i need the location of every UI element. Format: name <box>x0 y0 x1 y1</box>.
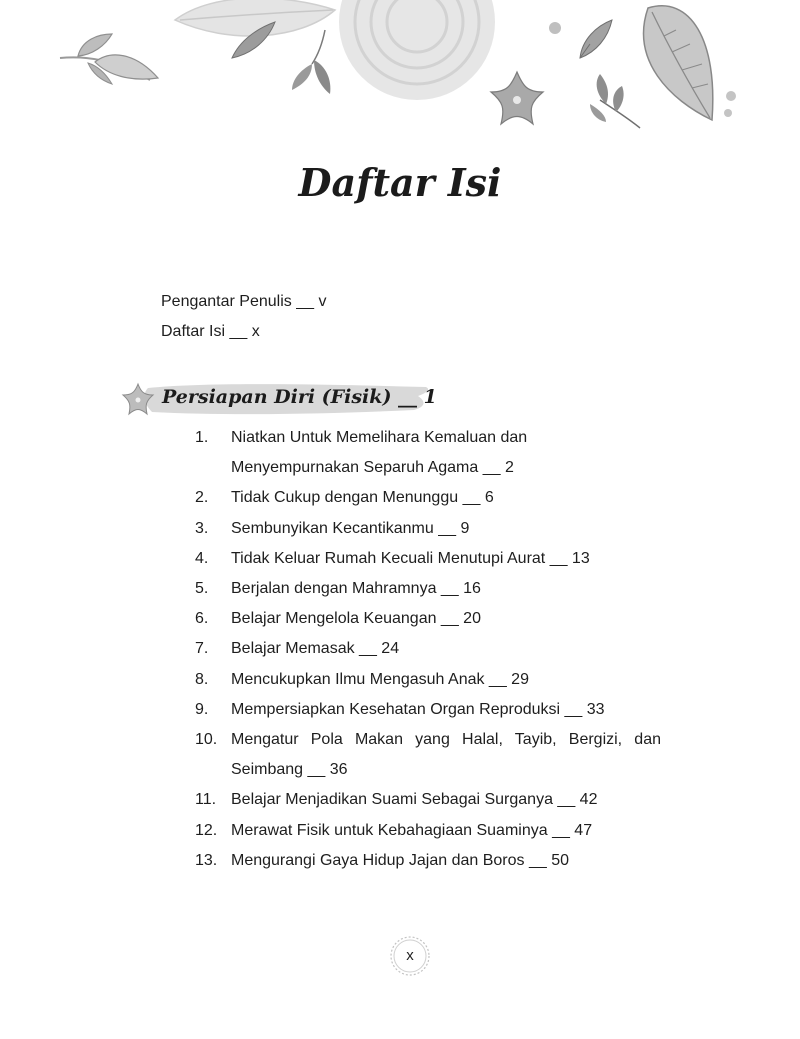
toc-item-number: 13. <box>195 851 218 869</box>
toc-item-number: 10. <box>195 731 218 749</box>
dot-icon <box>549 22 561 34</box>
dot-icon <box>724 109 732 117</box>
section-header <box>118 378 438 422</box>
toc-item-number: 6. <box>195 610 209 628</box>
flower-icon <box>491 72 543 124</box>
toc-item-number: 1. <box>195 429 209 446</box>
toc-item-number: 12. <box>195 821 218 839</box>
toc-item-number: 3. <box>195 519 209 537</box>
toc-item-number: 9. <box>195 700 209 718</box>
toc-item-text: Sembunyikan Kecantikanmu __ 9 <box>231 519 470 537</box>
hanging-leaves-icon <box>292 30 330 94</box>
toc-item <box>195 544 661 574</box>
toc-item-text: Niatkan Untuk Memelihara Kemaluan dan Menyempurnakan Separuh Agama __ 2 <box>231 429 528 477</box>
toc-item-number: 8. <box>195 670 209 688</box>
toc-item-number: 11. <box>195 791 217 809</box>
toc-item-text: Mempersiapkan Kesehatan Organ Reproduksi __ 33 <box>231 700 605 718</box>
toc-item-text: Tidak Keluar Rumah Kecuali Menutupi Aurat __ 13 <box>231 549 590 567</box>
page-number-badge <box>388 934 432 978</box>
circle-rings-icon <box>339 0 495 100</box>
toc-item-text: Belajar Memasak __ 24 <box>231 640 400 658</box>
toc-item-text: Mengurangi Gaya Hidup Jajan dan Boros __ 50 <box>231 851 569 869</box>
big-leaf-icon <box>644 6 713 120</box>
toc-item-text: Belajar Menjadikan Suami Sebagai Surganya __ 42 <box>231 791 598 809</box>
page-number: x <box>406 947 414 964</box>
toc-item-text: Merawat Fisik untuk Kebahagiaan Suaminya __ 47 <box>231 821 593 839</box>
toc-item-number: 7. <box>195 640 209 658</box>
toc-item <box>195 423 661 483</box>
toc-item-number: 5. <box>195 580 209 598</box>
toc-item <box>195 483 661 513</box>
toc-item <box>195 634 661 664</box>
toc-entry-preface: Pengantar Penulis __ v <box>161 293 327 310</box>
toc-item <box>195 574 661 604</box>
toc-list <box>195 423 661 876</box>
leaf-pair-icon <box>590 74 640 128</box>
toc-item <box>195 514 661 544</box>
intro-entries <box>161 287 326 347</box>
toc-item-text: Belajar Mengelola Keuangan __ 20 <box>231 610 481 628</box>
toc-item-number: 2. <box>195 489 209 507</box>
toc-item <box>195 785 661 815</box>
toc-entry-contents: Daftar Isi __ x <box>161 323 260 340</box>
page-title: Daftar Isi <box>298 160 502 205</box>
dot-icon <box>726 91 736 101</box>
small-leaf-icon <box>580 20 612 58</box>
toc-item-text: Mengatur Pola Makan yang Halal, Tayib, Bergizi, dan Seimbang __ 36 <box>231 731 661 779</box>
toc-item <box>195 604 661 634</box>
toc-item-text: Tidak Cukup dengan Menunggu __ 6 <box>231 489 494 507</box>
toc-item <box>195 665 661 695</box>
toc-item <box>195 695 661 725</box>
toc-item-number: 4. <box>195 549 209 567</box>
toc-item <box>195 725 661 785</box>
toc-item-text: Mencukupkan Ilmu Mengasuh Anak __ 29 <box>231 670 529 688</box>
toc-item <box>195 846 661 876</box>
leaf-branch-icon <box>60 34 158 84</box>
header-decoration <box>0 0 800 150</box>
toc-item <box>195 816 661 846</box>
toc-item-text: Berjalan dengan Mahramnya __ 16 <box>231 580 481 598</box>
section-title: Persiapan Diri (Fisik) __ 1 <box>162 386 437 408</box>
